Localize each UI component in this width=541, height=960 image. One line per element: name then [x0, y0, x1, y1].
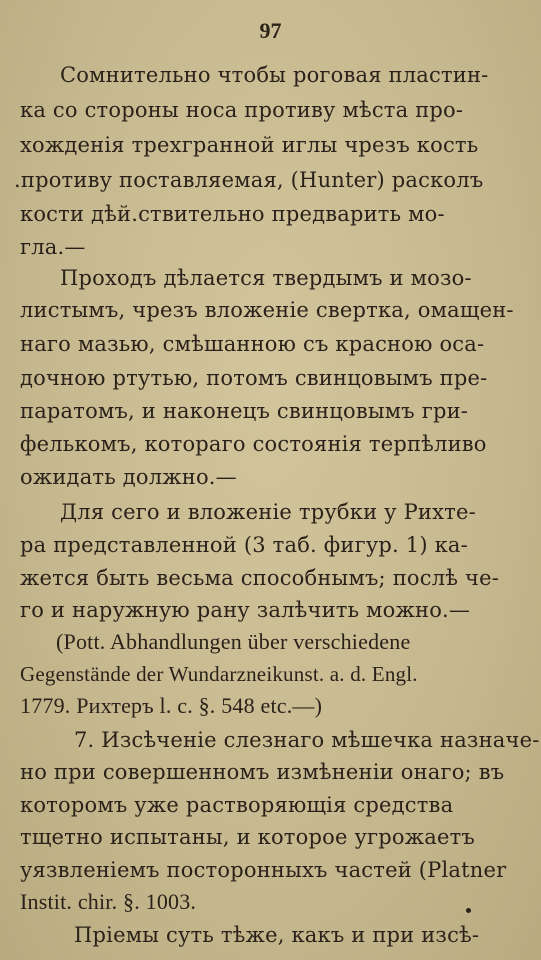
text-line: Пріемы суть тѣже, какъ и при изсѣ- [74, 923, 480, 947]
ink-spot [466, 908, 471, 913]
text-line: кости дѣй.ствительно предварить мо- [20, 202, 445, 226]
text-line: Проходъ дѣлается твердымъ и мозо- [60, 266, 472, 290]
text-line: Для сего и вложеніе трубки у Рихте- [60, 500, 476, 524]
text-line: листымъ, чрезъ вложеніе свертка, омащен- [20, 298, 514, 322]
text-line: Instit. chir. §. 1003. [20, 889, 197, 914]
text-line: наго мазью, смѣшанною съ красною оса- [20, 332, 485, 356]
text-line: Сомнительно чтобы роговая пластин- [60, 63, 489, 87]
text-line: ожидать должно.— [20, 465, 237, 489]
text-line: гла.— [20, 235, 86, 259]
text-line: хожденія трехгранной иглы чрезъ кость [20, 133, 479, 157]
text-line: ка со стороны носа противу мѣста про- [20, 98, 464, 122]
text-line: но при совершенномъ измѣненіи онаго; въ [20, 760, 505, 784]
text-line: го и наружную рану залѣчить можно.— [20, 598, 471, 622]
text-line: тщетно испытаны, и которое угрожаетъ [20, 825, 475, 849]
text-line: 7. Изсѣченіе слезнаго мѣшечка назначе- [74, 728, 540, 752]
text-line: которомъ уже растворяющія средства [20, 793, 454, 817]
text-line: паратомъ, и наконецъ свинцовымъ гри- [20, 399, 469, 423]
text-line: дочною ртутью, потомъ свинцовымъ пре- [20, 366, 488, 390]
text-line: (Pott. Abhandlungen über verschiedene [56, 629, 411, 654]
text-line: .противу поставляемая, (Hunter) расколъ [14, 168, 484, 192]
text-line: фелькомъ, котораго состоянія терпѣливо [20, 432, 487, 456]
text-line: уязвленіемъ посторонныхъ частей (Platner [20, 858, 507, 882]
text-line: ра представленной (3 таб. фигур. 1) ка- [20, 533, 468, 557]
text-line: 1779. Рихтеръ l. c. §. 548 etc.—) [20, 693, 323, 718]
text-line: Gegenstände der Wundarzneikunst. a. d. Engl. [20, 662, 418, 686]
text-line: жется быть весьма способнымъ; послѣ че- [20, 566, 499, 590]
page-number: 97 [259, 18, 282, 43]
